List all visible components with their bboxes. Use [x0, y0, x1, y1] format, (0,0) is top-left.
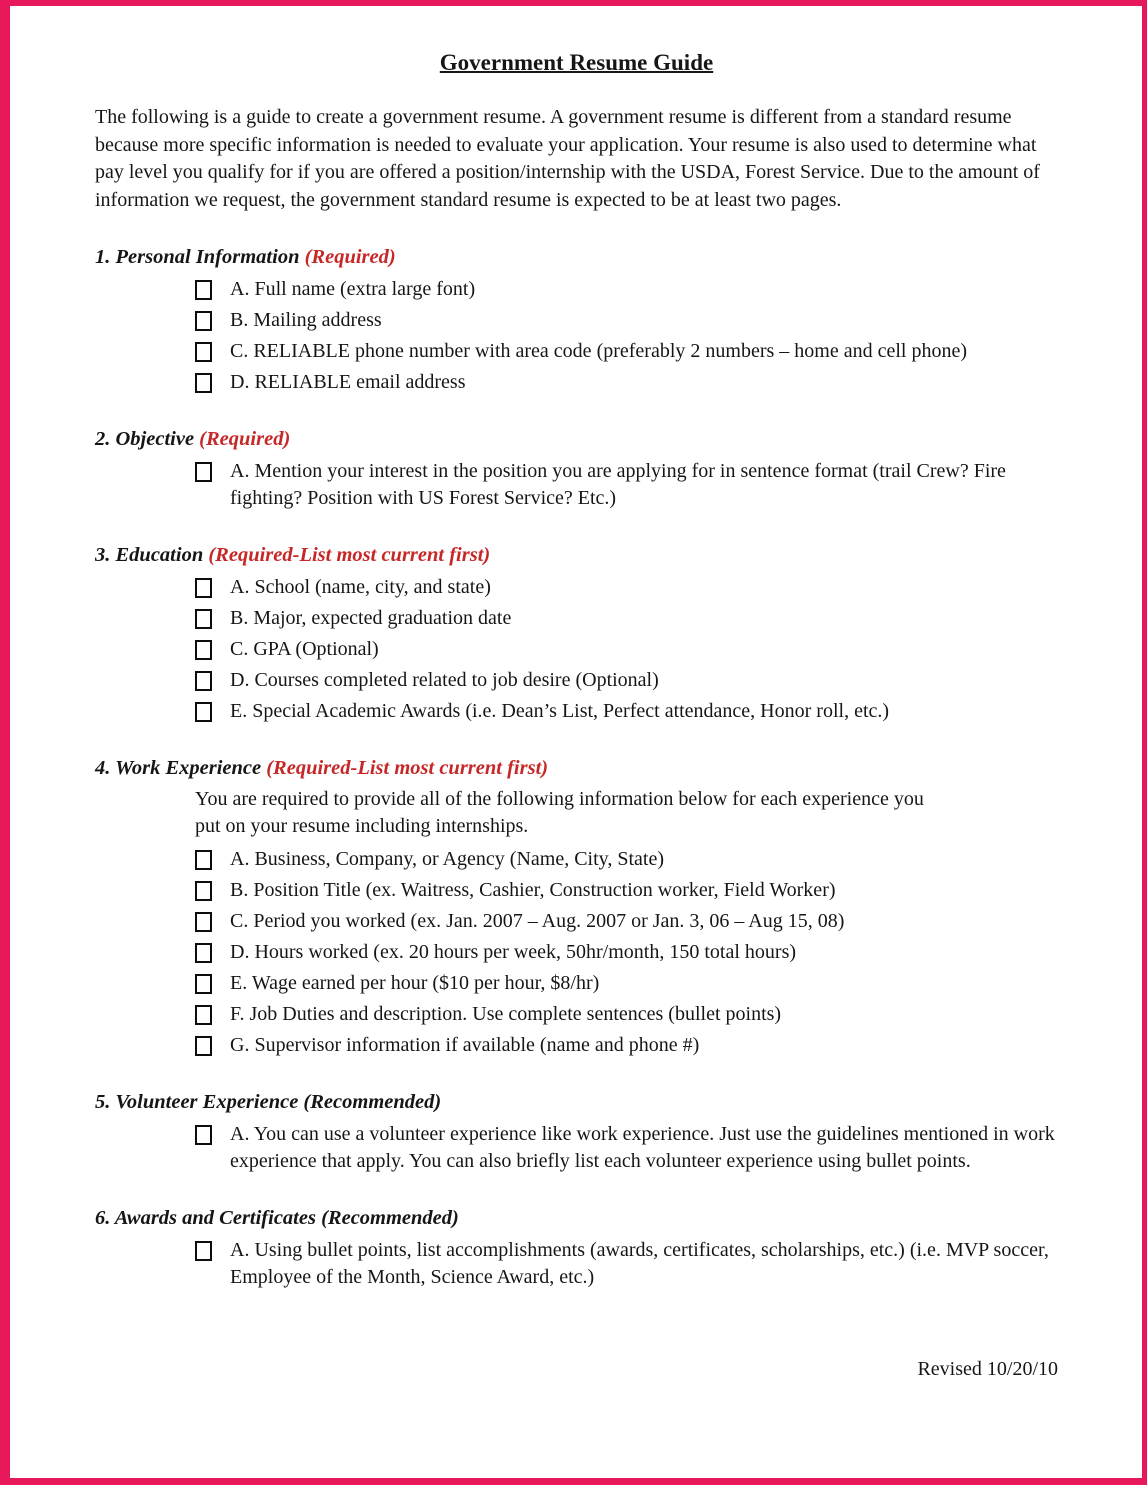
- checklist-item: [195, 458, 1058, 512]
- intro-paragraph: The following is a guide to create a government resume. A government resume is different from a standard resume because more specific information is needed to evaluate your application. Your resume is also used to determine what pay level you qualify for if you are offered a position/internship with the USDA, Forest Service. Due to the amount of information we request, the government standard resume is expected to be at least two pages.: [95, 106, 1040, 211]
- section-heading: [95, 756, 1058, 781]
- checkbox-icon: [195, 1005, 212, 1025]
- checklist-item: [195, 1121, 1058, 1175]
- checklist-item: [195, 1032, 1058, 1059]
- page-title: Government Resume Guide: [439, 50, 714, 75]
- checkbox-icon: [195, 974, 212, 994]
- checklist-item: [195, 667, 1058, 694]
- section-heading-text: 2. Objective: [95, 428, 195, 450]
- checkbox-icon: [195, 702, 212, 722]
- checkbox-icon: [195, 943, 212, 963]
- checklist-item: [195, 698, 1058, 725]
- section-heading-qualifier: (Required-List most current first): [208, 544, 491, 566]
- section-heading: [95, 427, 1058, 452]
- section-heading: [95, 245, 1058, 270]
- checklist-item: [195, 1001, 1058, 1028]
- checklist-item-text: G. Supervisor information if available (name and phone #): [230, 1034, 700, 1056]
- checklist: [195, 846, 1058, 1059]
- section-heading: [95, 543, 1058, 568]
- checklist-item-text: C. Period you worked (ex. Jan. 2007 – Aug. 2007 or Jan. 3, 06 – Aug 15, 08): [230, 910, 845, 932]
- revision-date: Revised 10/20/10: [917, 1358, 1058, 1380]
- checklist-item: [195, 605, 1058, 632]
- section-intro-text: You are required to provide all of the following information below for each experience you put on your resume including internships.: [195, 788, 924, 837]
- checklist: [195, 276, 1058, 396]
- checklist-item-text: D. Courses completed related to job desire (Optional): [230, 669, 659, 691]
- checklist-item-text: A. Full name (extra large font): [230, 278, 476, 300]
- checklist-item: [195, 1237, 1058, 1291]
- checklist-item-text: B. Position Title (ex. Waitress, Cashier, Construction worker, Field Worker): [230, 879, 836, 901]
- checklist: [195, 458, 1058, 512]
- section-heading-qualifier: (Required): [199, 428, 291, 450]
- checklist-item-text: E. Wage earned per hour ($10 per hour, $8/hr): [230, 972, 600, 994]
- checklist-item: [195, 908, 1058, 935]
- checklist-item-text: C. RELIABLE phone number with area code (preferably 2 numbers – home and cell phone): [230, 340, 967, 362]
- checklist-item: [195, 636, 1058, 663]
- document-content: [10, 6, 1142, 1381]
- checklist-item-text: C. GPA (Optional): [230, 638, 379, 660]
- checklist-item-text: D. Hours worked (ex. 20 hours per week, 50hr/month, 150 total hours): [230, 941, 797, 963]
- checklist-item: [195, 970, 1058, 997]
- checklist-item: [195, 338, 1058, 365]
- checklist-item-text: A. Business, Company, or Agency (Name, City, State): [230, 848, 665, 870]
- checkbox-icon: [195, 578, 212, 598]
- checklist-item-text: A. Using bullet points, list accomplishments (awards, certificates, scholarships, etc.) (i.e. MVP soccer, Employee of the Month, Science Award, etc.): [230, 1239, 1049, 1288]
- section-objective: [95, 427, 1058, 512]
- checkbox-icon: [195, 280, 212, 300]
- checkbox-icon: [195, 850, 212, 870]
- section-awards-certificates: [95, 1206, 1058, 1291]
- section-personal-information: [95, 245, 1058, 396]
- section-heading: [95, 1090, 1058, 1115]
- checklist-item-text: A. Mention your interest in the position you are applying for in sentence format (trail Crew? Fire fighting? Position with US Forest Service? Etc.): [230, 460, 1006, 509]
- checklist-item-text: A. You can use a volunteer experience like work experience. Just use the guidelines mentioned in work experience that apply. You can also briefly list each volunteer experience using bullet points.: [230, 1123, 1055, 1172]
- section-heading-text: 1. Personal Information: [95, 246, 300, 268]
- checklist-item-text: A. School (name, city, and state): [230, 576, 491, 598]
- checklist: [195, 1121, 1058, 1175]
- checklist-item: [195, 307, 1058, 334]
- section-heading-text: 5. Volunteer Experience: [95, 1091, 299, 1113]
- section-heading-qualifier: (Recommended): [303, 1091, 442, 1113]
- section-heading-text: 6. Awards and Certificates: [95, 1207, 316, 1229]
- section-heading: [95, 1206, 1058, 1231]
- checkbox-icon: [195, 462, 212, 482]
- checklist-item-text: E. Special Academic Awards (i.e. Dean’s List, Perfect attendance, Honor roll, etc.): [230, 700, 890, 722]
- section-education: [95, 543, 1058, 725]
- checklist-item-text: D. RELIABLE email address: [230, 371, 466, 393]
- checklist-item: [195, 574, 1058, 601]
- section-heading-qualifier: (Required-List most current first): [266, 757, 549, 779]
- section-heading-text: 3. Education: [95, 544, 204, 566]
- checkbox-icon: [195, 640, 212, 660]
- checkbox-icon: [195, 311, 212, 331]
- checklist-item-text: F. Job Duties and description. Use complete sentences (bullet points): [230, 1003, 782, 1025]
- checklist: [195, 574, 1058, 725]
- checkbox-icon: [195, 373, 212, 393]
- checkbox-icon: [195, 609, 212, 629]
- checklist-item: [195, 369, 1058, 396]
- checklist-item: [195, 276, 1058, 303]
- checkbox-icon: [195, 912, 212, 932]
- checklist-item: [195, 939, 1058, 966]
- section-heading-text: 4. Work Experience: [95, 757, 262, 779]
- checklist-item: [195, 877, 1058, 904]
- checkbox-icon: [195, 1125, 212, 1145]
- checkbox-icon: [195, 1036, 212, 1056]
- section-work-experience: [95, 756, 1058, 1059]
- checkbox-icon: [195, 671, 212, 691]
- checklist-item-text: B. Mailing address: [230, 309, 382, 331]
- checklist: [195, 1237, 1058, 1291]
- checkbox-icon: [195, 342, 212, 362]
- section-heading-qualifier: (Required): [304, 246, 396, 268]
- checklist-item-text: B. Major, expected graduation date: [230, 607, 512, 629]
- checkbox-icon: [195, 881, 212, 901]
- section-heading-qualifier: (Recommended): [321, 1207, 459, 1229]
- checkbox-icon: [195, 1241, 212, 1261]
- section-volunteer-experience: [95, 1090, 1058, 1175]
- checklist-item: [195, 846, 1058, 873]
